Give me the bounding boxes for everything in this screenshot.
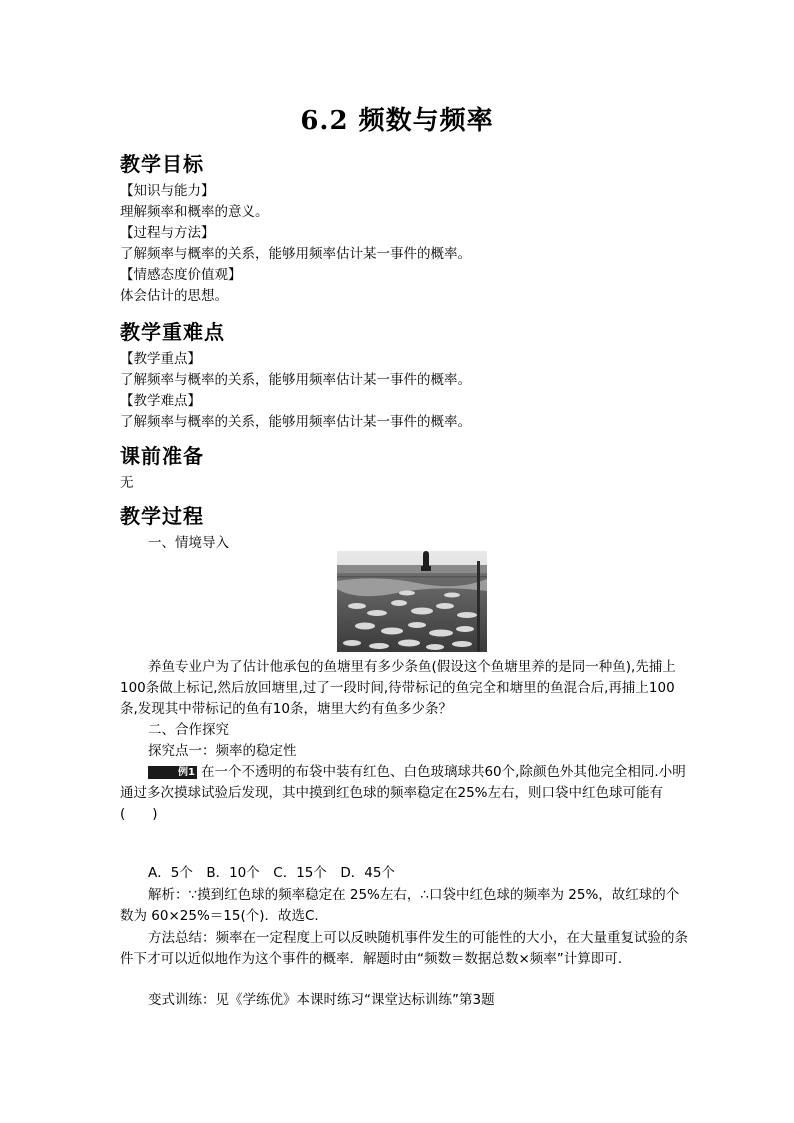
text-preparation: 无 bbox=[120, 475, 134, 491]
variant-training: 变式训练：见《学练优》本课时练习“课堂达标训练”第3题 bbox=[148, 992, 495, 1008]
answer-options: A．5个 B．10个 C．15个 D．45个 bbox=[148, 865, 395, 881]
label-teaching-difficulty: 【教学难点】 bbox=[120, 393, 201, 409]
page-title: 6.2 频数与频率 bbox=[300, 106, 494, 136]
example-text: 在一个不透明的布袋中装有红色、白色玻璃球共60个,除颜色外其他完全相同.小明通过多次摸球试验后发现，其中摸到红色球的频率稳定在25%左右，则口袋中红色球可能有( ) bbox=[120, 764, 686, 822]
label-teaching-focus: 【教学重点】 bbox=[120, 351, 201, 367]
heading-teaching-process: 教学过程 bbox=[120, 504, 204, 528]
label-process-method: 【过程与方法】 bbox=[120, 225, 215, 241]
heading-key-points: 教学重难点 bbox=[120, 320, 225, 344]
intro-paragraph: 养鱼专业户为了估计他承包的鱼塘里有多少条鱼(假设这个鱼塘里养的是同一种鱼),先捕上100条做上标记,然后放回塘里,过了一段时间,待带标记的鱼完全和塘里的鱼混合后,再捕上100条,发现其中带标记的鱼有10条，塘里大约有鱼多少条？ bbox=[120, 659, 676, 717]
text-knowledge-ability: 理解频率和概率的意义。 bbox=[120, 204, 269, 220]
label-knowledge-ability: 【知识与能力】 bbox=[120, 183, 215, 199]
text-process-method: 了解频率与概率的关系，能够用频率估计某一事件的概率。 bbox=[120, 246, 471, 262]
label-attitude-values: 【情感态度价值观】 bbox=[120, 267, 242, 283]
example-1 bbox=[120, 762, 690, 825]
label-scenario-intro: 一、情境导入 bbox=[148, 535, 229, 551]
text-teaching-focus: 了解频率与概率的关系，能够用频率估计某一事件的概率。 bbox=[120, 372, 471, 388]
heading-teaching-goals: 教学目标 bbox=[120, 152, 204, 176]
analysis-paragraph: 解析：∵摸到红色球的频率稳定在 25%左右，∴口袋中红色球的频率为 25%，故红球的个数为 60×25%＝15(个)．故选C. bbox=[120, 887, 680, 924]
label-cooperative-exploration: 二、合作探究 bbox=[148, 722, 229, 738]
fish-pond-photo bbox=[337, 551, 487, 652]
text-teaching-difficulty: 了解频率与概率的关系，能够用频率估计某一事件的概率。 bbox=[120, 414, 471, 430]
text-attitude-values: 体会估计的思想。 bbox=[120, 288, 228, 304]
label-exploration-point-1: 探究点一：频率的稳定性 bbox=[148, 743, 297, 759]
example-badge: 例1 bbox=[148, 766, 197, 779]
heading-preparation: 课前准备 bbox=[120, 444, 204, 468]
method-summary-paragraph: 方法总结：频率在一定程度上可以反映随机事件发生的可能性的大小，在大量重复试验的条件下才可以近似地作为这个事件的概率．解题时由“频数＝数据总数×频率”计算即可. bbox=[120, 930, 688, 967]
